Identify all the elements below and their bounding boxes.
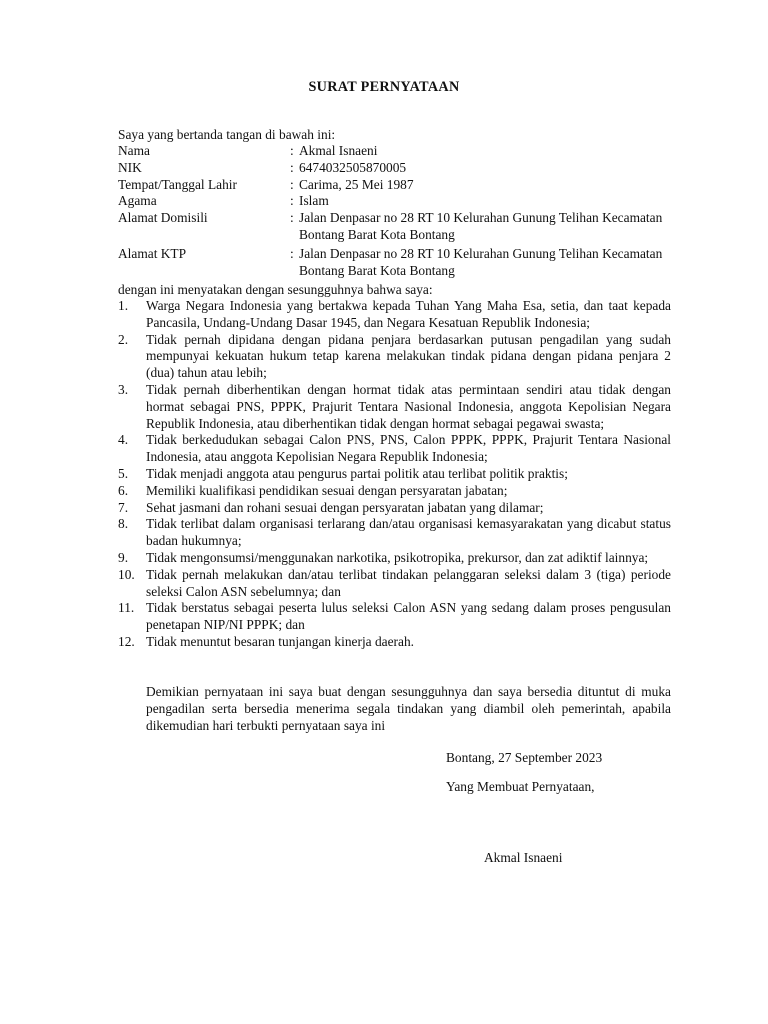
identity-label: Alamat KTP: [118, 245, 187, 261]
list-item-text: Tidak mengonsumsi/menggunakan narkotika, psikotropika, prekursor, dan zat adiktif lainnya;: [146, 549, 649, 565]
list-item: [118, 332, 671, 382]
identity-colon: :: [290, 176, 294, 192]
list-item-number: 5.: [118, 465, 129, 481]
list-item: [118, 600, 671, 634]
identity-label: Tempat/Tanggal Lahir: [118, 176, 237, 192]
list-item: [118, 567, 671, 601]
identity-label: NIK: [118, 159, 142, 175]
list-item-number: 3.: [118, 381, 129, 397]
closing-paragraph: Demikian pernyataan ini saya buat dengan sesungguhnya dan saya bersedia dituntut di muka pengadilan serta bersedia menerima segala tindakan yang diambil oleh pemerintah, apabila dikemudian hari terbukti pernyataan saya ini: [146, 684, 671, 733]
list-item: [118, 466, 671, 483]
identity-label: Agama: [118, 193, 157, 209]
list-item-number: 4.: [118, 432, 129, 448]
document-title: SURAT PERNYATAAN: [308, 79, 460, 95]
list-item: [118, 483, 671, 500]
identity-colon: :: [290, 245, 294, 261]
identity-row-nik: [118, 160, 678, 177]
list-item-number: 1.: [118, 298, 129, 313]
list-item-number: 7.: [118, 499, 129, 515]
list-item: [118, 516, 671, 550]
list-item: [118, 298, 671, 332]
list-item-text: Tidak terlibat dalam organisasi terlarang dan/atau organisasi kemasyarakatan yang dicabut status badan hukumnya;: [146, 516, 671, 549]
list-item-text: Memiliki kualifikasi pendidikan sesuai dengan persyaratan jabatan;: [146, 482, 508, 498]
identity-value: 6474032505870005: [299, 159, 407, 175]
list-item-number: 10.: [118, 566, 135, 582]
list-item-text: Tidak menjadi anggota atau pengurus partai politik atau terlibat politik praktis;: [146, 465, 568, 481]
list-item-text: Tidak pernah dipidana dengan pidana penjara berdasarkan putusan pengadilan yang sudah mempunyai kekuatan hukum tetap karena melakukan tindak pidana dengan pidana penjara 2 (dua) tahun atau lebih;: [146, 331, 671, 381]
identity-value: Jalan Denpasar no 28 RT 10 Kelurahan Gunung Telihan Kecamatan Bontang Barat Kota Bontang: [299, 245, 663, 278]
list-item-number: 6.: [118, 482, 129, 498]
list-item-text: Warga Negara Indonesia yang bertakwa kepada Tuhan Yang Maha Esa, setia, dan taat kepada Pancasila, Undang-Undang Dasar 1945, dan Negara Kesatuan Republik Indonesia;: [146, 298, 671, 330]
statement-list: [118, 298, 671, 651]
maker-label: Yang Membuat Pernyataan,: [446, 779, 595, 794]
statement-intro: dengan ini menyatakan dengan sesungguhnya bahwa saya:: [118, 282, 433, 297]
list-item-text: Sehat jasmani dan rohani sesuai dengan persyaratan jabatan yang dilamar;: [146, 499, 544, 515]
identity-value: Akmal Isnaeni: [299, 143, 378, 158]
list-item: [118, 550, 671, 567]
identity-value: Carima, 25 Mei 1987: [299, 176, 414, 192]
identity-colon: :: [290, 159, 294, 175]
identity-value: Jalan Denpasar no 28 RT 10 Kelurahan Gunung Telihan Kecamatan Bontang Barat Kota Bontang: [299, 210, 663, 242]
identity-row-name: [118, 143, 678, 160]
list-item: [118, 382, 671, 432]
identity-label: Nama: [118, 143, 150, 158]
signer-name: Akmal Isnaeni: [484, 850, 563, 865]
list-item-text: Tidak pernah diberhentikan dengan hormat tidak atas permintaan sendiri atau tidak dengan hormat sebagai PNS, PPPK, Prajurit Tentara Nasional Indonesia, anggota Kepolisian Negara Republik Indonesia, atau diberhentikan tidak dengan hormat sebagai pegawai swasta;: [146, 381, 671, 431]
list-item: [118, 500, 671, 517]
list-item-text: Tidak berstatus sebagai peserta lulus seleksi Calon ASN yang sedang dalam proses pengusulan penetapan NIP/NI PPPK; dan: [146, 600, 671, 633]
place-date: Bontang, 27 September 2023: [446, 750, 603, 765]
list-item-number: 11.: [118, 600, 135, 616]
list-item-number: 12.: [118, 633, 135, 649]
identity-row-ktp-address: [118, 246, 678, 280]
identity-row-religion: [118, 193, 678, 210]
list-item-text: Tidak pernah melakukan dan/atau terlibat tindakan pelanggaran seleksi dalam 3 (tiga) periode seleksi Calon ASN sebelumnya; dan: [146, 566, 671, 599]
list-item-text: Tidak menuntut besaran tunjangan kinerja daerah.: [146, 633, 414, 649]
list-item: [118, 432, 671, 466]
identity-colon: :: [290, 193, 294, 209]
identity-row-birth: [118, 177, 678, 194]
identity-block: [118, 143, 678, 279]
identity-label: Alamat Domisili: [118, 210, 208, 226]
identity-row-domicile: [118, 210, 678, 244]
list-item-number: 8.: [118, 516, 129, 532]
identity-colon: :: [290, 143, 294, 158]
list-item-number: 9.: [118, 549, 129, 565]
list-item: [118, 634, 671, 651]
identity-value: Islam: [299, 193, 329, 209]
intro-line: Saya yang bertanda tangan di bawah ini:: [118, 127, 336, 142]
list-item-number: 2.: [118, 331, 129, 347]
list-item-text: Tidak berkedudukan sebagai Calon PNS, PNS, Calon PPPK, PPPK, Prajurit Tentara Nasional Indonesia, atau anggota Kepolisian Negara Republik Indonesia;: [146, 432, 671, 465]
identity-colon: :: [290, 210, 294, 226]
